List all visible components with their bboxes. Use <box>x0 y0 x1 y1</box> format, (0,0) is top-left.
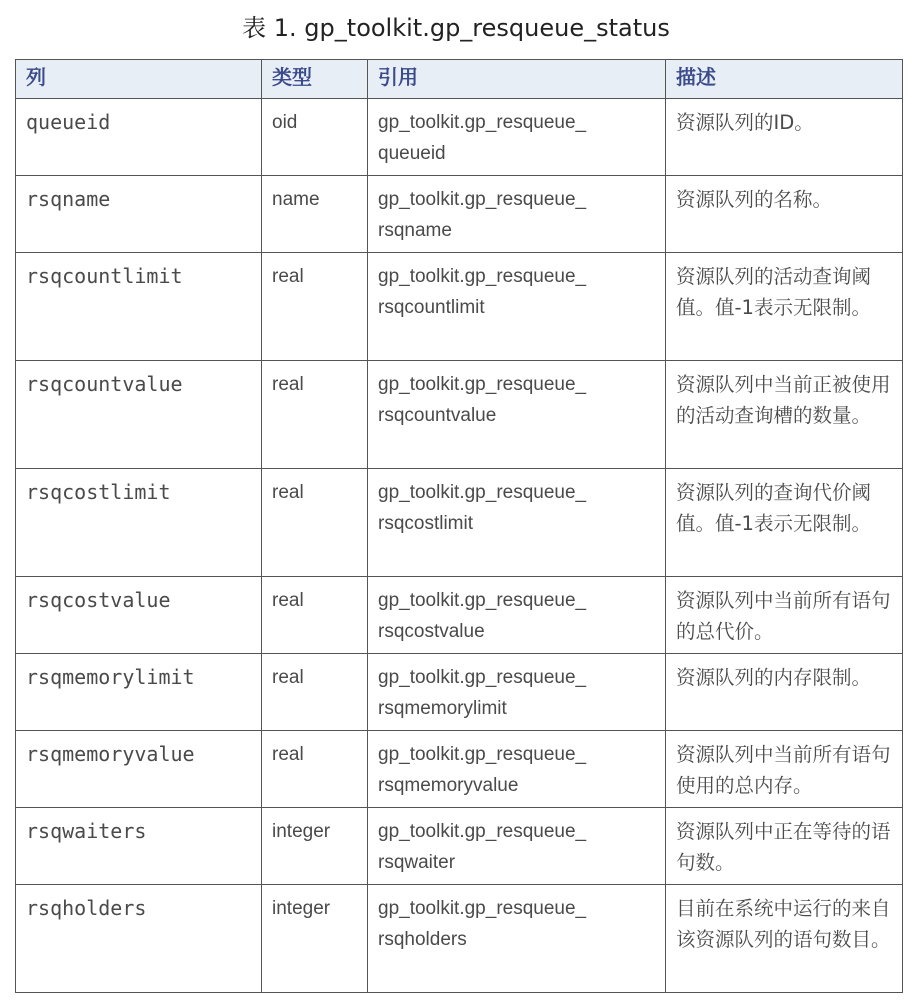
table-row <box>16 885 903 993</box>
reference-line-1: gp_toolkit.gp_resqueue_ <box>378 667 587 688</box>
table-row <box>16 731 903 808</box>
description-cell: 目前在系统中运行的来自该资源队列的语句数目。 <box>666 885 903 993</box>
reference-cell <box>368 469 666 577</box>
column-name-cell: queueid <box>16 99 262 176</box>
reference-line-2: rsqname <box>378 220 452 241</box>
column-name-cell: rsqname <box>16 176 262 253</box>
table-row <box>16 808 903 885</box>
resqueue-status-table <box>15 59 903 993</box>
type-cell: real <box>262 361 368 469</box>
type-cell: name <box>262 176 368 253</box>
table-row <box>16 577 903 654</box>
reference-line-1: gp_toolkit.gp_resqueue_ <box>378 821 587 842</box>
description-cell: 资源队列中当前所有语句使用的总内存。 <box>666 731 903 808</box>
column-name-cell: rsqmemorylimit <box>16 654 262 731</box>
description-cell: 资源队列的ID。 <box>666 99 903 176</box>
table-row <box>16 361 903 469</box>
table-header-row <box>16 60 903 99</box>
reference-cell <box>368 99 666 176</box>
type-cell: oid <box>262 99 368 176</box>
reference-cell <box>368 253 666 361</box>
table-row <box>16 469 903 577</box>
reference-line-1: gp_toolkit.gp_resqueue_ <box>378 744 587 765</box>
reference-line-1: gp_toolkit.gp_resqueue_ <box>378 590 587 611</box>
reference-line-1: gp_toolkit.gp_resqueue_ <box>378 266 587 287</box>
type-cell: real <box>262 577 368 654</box>
description-cell: 资源队列的查询代价阈值。值-1表示无限制。 <box>666 469 903 577</box>
reference-cell <box>368 885 666 993</box>
reference-line-1: gp_toolkit.gp_resqueue_ <box>378 898 587 919</box>
reference-line-1: gp_toolkit.gp_resqueue_ <box>378 189 587 210</box>
column-name-cell: rsqcostvalue <box>16 577 262 654</box>
type-cell: real <box>262 731 368 808</box>
column-name-cell: rsqcountvalue <box>16 361 262 469</box>
reference-line-1: gp_toolkit.gp_resqueue_ <box>378 374 587 395</box>
type-cell: integer <box>262 808 368 885</box>
table-row <box>16 99 903 176</box>
type-cell: real <box>262 654 368 731</box>
reference-line-2: rsqholders <box>378 929 467 950</box>
column-name-cell: rsqcostlimit <box>16 469 262 577</box>
table-caption: 表 1. gp_toolkit.gp_resqueue_status <box>242 14 670 42</box>
header-reference: 引用 <box>368 60 666 99</box>
table-row <box>16 654 903 731</box>
type-cell: real <box>262 253 368 361</box>
reference-line-2: rsqwaiter <box>378 852 456 873</box>
reference-cell <box>368 654 666 731</box>
reference-line-2: rsqcountlimit <box>378 297 485 318</box>
description-cell: 资源队列中正在等待的语句数。 <box>666 808 903 885</box>
reference-line-2: rsqcountvalue <box>378 405 497 426</box>
description-cell: 资源队列中当前正被使用的活动查询槽的数量。 <box>666 361 903 469</box>
description-cell: 资源队列的活动查询阈值。值-1表示无限制。 <box>666 253 903 361</box>
table-row <box>16 253 903 361</box>
reference-line-2: rsqcostvalue <box>378 621 485 642</box>
reference-line-2: queueid <box>378 143 446 164</box>
description-cell: 资源队列中当前所有语句的总代价。 <box>666 577 903 654</box>
header-description: 描述 <box>666 60 903 99</box>
type-cell: integer <box>262 885 368 993</box>
type-cell: real <box>262 469 368 577</box>
reference-cell <box>368 176 666 253</box>
reference-line-2: rsqcostlimit <box>378 513 474 534</box>
table-row <box>16 176 903 253</box>
column-name-cell: rsqholders <box>16 885 262 993</box>
reference-line-1: gp_toolkit.gp_resqueue_ <box>378 482 587 503</box>
reference-cell <box>368 731 666 808</box>
description-cell: 资源队列的名称。 <box>666 176 903 253</box>
reference-cell <box>368 808 666 885</box>
column-name-cell: rsqmemoryvalue <box>16 731 262 808</box>
header-column: 列 <box>16 60 262 99</box>
description-cell: 资源队列的内存限制。 <box>666 654 903 731</box>
column-name-cell: rsqcountlimit <box>16 253 262 361</box>
reference-cell <box>368 361 666 469</box>
reference-line-2: rsqmemorylimit <box>378 698 507 719</box>
reference-line-1: gp_toolkit.gp_resqueue_ <box>378 112 587 133</box>
reference-line-2: rsqmemoryvalue <box>378 775 519 796</box>
column-name-cell: rsqwaiters <box>16 808 262 885</box>
header-type: 类型 <box>262 60 368 99</box>
reference-cell <box>368 577 666 654</box>
